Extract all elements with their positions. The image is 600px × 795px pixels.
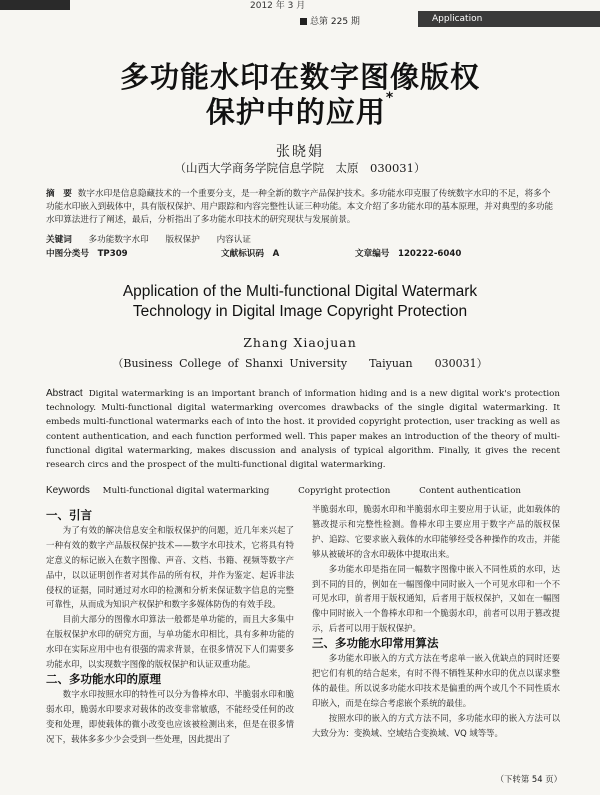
author-en: Zhang Xiaojuan [243, 335, 357, 350]
keywords-en [46, 485, 547, 496]
title-cn-line2-text: 保护中的应用 [205, 95, 386, 129]
body-paragraph: 为了有效的解决信息安全和版权保护的问题，近几年来兴起了一种有效的数字产品版权保护技术——数字水印技术，它将具有特定意义的标记嵌入在数字图像、声音、文档、书籍、视频等数字产品中，以以证明创作者对其作品的所有权，并作为鉴定、起诉非法侵权的证据，同时通过对水印的检测和分析来保证数字信息的完整可靠性，从而成为知识产权保护和数字多媒体防伪的有效手段。 [46, 524, 294, 610]
body-paragraph: 目前大部分的图像水印算法一般都是单功能的，而且大多集中在版权保护水印的研究方面，与单功能水印相比，具有多种功能的水印在实际应用中也有很强的需求背景，在很多情况下人们需要多功能水印，以实现数字图像的版权保护和认证双重功能。 [46, 614, 294, 670]
section-heading: 三、多功能水印常用算法 [312, 636, 439, 651]
title-cn-line2 [0, 90, 600, 131]
keyword-cn: 内容认证 [216, 235, 251, 245]
abstract-cn-label: 摘 要 [46, 189, 72, 199]
keywords-en-label: Keywords [46, 485, 90, 496]
keyword-en: Copyright protection [298, 486, 391, 496]
title-cn-line1: 多功能水印在数字图像版权 [119, 60, 480, 94]
abstract-cn-text: 数字水印是信息隐藏技术的一个重要分支，是一种全新的数字产品保护技术。多功能水印克服了传统数字水印的不足，将多个功能水印嵌入到载体中，具有版权保护、用户跟踪和内容完整性认证三种功能。本文介绍了多功能水印的基本原理，并对典型的多功能水印算法进行了阐述，最后，分析指出了多功能水印技术的研究现状与发展前景。 [46, 189, 554, 225]
continued-note: （下转第 54 页） [495, 774, 562, 784]
body-paragraph: 多功能水印嵌入的方式方法在考虑单一嵌入优缺点的同时还要把它们有机的结合起来，有时不得不牺牲某种水印的优点以谋求整体的最佳。所以说多功能水印技术是偏重的两个或几个不同性质水印嵌入，而是在综合考虑嵌个系统的最佳。 [312, 653, 560, 708]
body-paragraph: 数字水印按照水印的特性可以分为鲁棒水印、半脆弱水印和脆弱水印，脆弱水印要求对载体的改变非常敏感，不能经受任何的改变和处理，即使载体的微小改变也应该被检测出来，但是在很多情况下，载体多多少少会受到一些处理，因此提出了 [46, 688, 294, 744]
abstract-en-text: Digital watermarking is an important branch of information hiding and is a new digital work's protection technology. Multi-functional digital watermarking overcomes drawbacks of the single digital watermarking. It embeds multi-functional watermarks each of into the host. it provided copyright protection, user tracking as well as content authentication, and each function performed well. This paper makes an introduction of the theory of multi-functional digital watermarking, makes discussion and analysis of typical algorithm. Finally, it gives the recent research circs and the prospect of the multi-functional digital watermarking. [46, 389, 560, 471]
header-bar-block [0, 0, 70, 10]
affiliation-en: （Business College of Shanxi University Taiyuan 030031） [112, 357, 488, 370]
keyword-cn: 多功能数字水印 [88, 235, 149, 245]
keywords-cn-label: 关键词 [46, 235, 72, 245]
title-en-line1: Application of the Multi-functional Digital Watermark [122, 283, 478, 300]
abstract-en [46, 387, 560, 472]
clc-number: 中图分类号 TP309 [46, 249, 128, 259]
keywords-cn [46, 233, 265, 245]
section-banner: Application [418, 11, 600, 27]
body-column-left [46, 508, 294, 747]
keyword-cn: 版权保护 [165, 235, 200, 245]
author-cn: 张晓娟 [276, 144, 324, 160]
body-paragraph: 多功能水印是指在同一幅数字图像中嵌入不同性质的水印，达到不同的目的，例如在一幅图像中同时嵌入一个可见水印和一个不可见水印，前者用于版权通知，后者用于版权保护，又如在一幅图像中同时嵌入一个鲁棒水印和一个脆弱水印，前者可以用于篡改提示，后者可以用于版权保护。 [312, 563, 560, 634]
body-paragraph: 按照水印的嵌入的方式方法不同，多功能水印的嵌入方法可以大致分为：变换域、空域结合变换域、VQ 域等等。 [312, 712, 560, 738]
header-date: 2012 年 3 月 [250, 1, 306, 11]
abstract-en-label: Abstract [46, 388, 83, 399]
square-icon [300, 18, 307, 25]
body-column-right [312, 502, 560, 741]
article-number: 文章编号 120222-6040 [355, 249, 462, 259]
affiliation-cn: （山西大学商务学院信息学院 太原 030031） [174, 161, 426, 175]
section-heading: 一、引言 [46, 508, 92, 522]
footnote-marker: * [385, 90, 395, 106]
section-heading: 二、多功能水印的原理 [46, 671, 161, 686]
issue-text: 总第 225 期 [310, 17, 360, 27]
document-code: 文献标识码 A [221, 249, 280, 259]
keyword-en: Content authentication [419, 486, 522, 496]
body-paragraph: 半脆弱水印，脆弱水印和半脆弱水印主要应用于认证，此如载体的篡改提示和完整性检测。鲁棒水印主要应用于数字产品的版权保护、追踪、它要求嵌入载体的水印能够经受各种操作的攻击，并能够从被破坏的含水印载体中提取出来。 [312, 504, 560, 559]
keyword-en: Multi-functional digital watermarking [102, 486, 270, 496]
abstract-cn [46, 188, 558, 227]
title-en-line2: Technology in Digital Image Copyright Protection [132, 303, 468, 320]
issue-number [300, 14, 360, 27]
